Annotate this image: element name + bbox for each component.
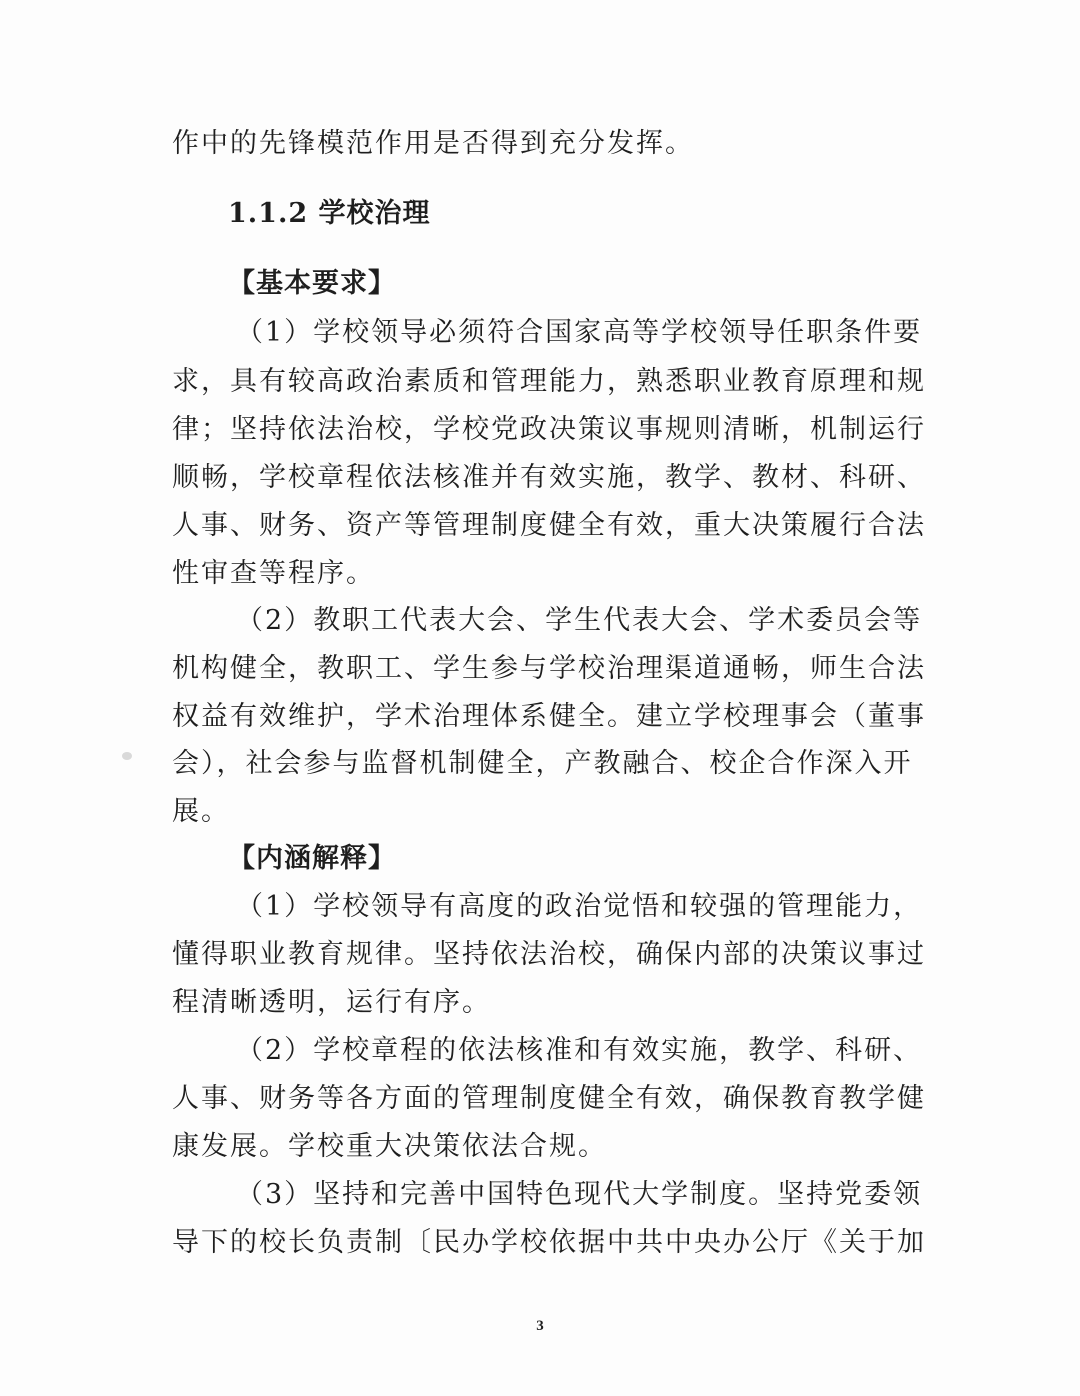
paragraph-line: 康发展。学校重大决策依法合规。 — [172, 1131, 607, 1162]
paragraph-line: （2）教职工代表大会、学生代表大会、学术委员会等 — [236, 605, 923, 636]
subsection-connotation: 【内涵解释】 — [228, 843, 396, 874]
section-heading: 1.1.2 学校治理 — [228, 198, 431, 229]
text-line-continuation: 作中的先锋模范作用是否得到充分发挥。 — [172, 128, 694, 159]
paragraph-line: （1）学校领导必须符合国家高等学校领导任职条件要 — [236, 317, 923, 348]
paragraph-line: 人事、财务等各方面的管理制度健全有效，确保教育教学健 — [172, 1083, 926, 1114]
paragraph-line: 求，具有较高政治素质和管理能力，熟悉职业教育原理和规 — [172, 366, 926, 397]
paragraph-line: 性审查等程序。 — [172, 558, 375, 589]
paragraph-line: 人事、财务、资产等管理制度健全有效，重大决策履行合法 — [172, 510, 926, 541]
paragraph-line: 导下的校长负责制〔民办学校依据中共中央办公厅《关于加 — [172, 1227, 926, 1258]
paragraph-line: 展。 — [172, 796, 230, 827]
paragraph-line: 懂得职业教育规律。坚持依法治校，确保内部的决策议事过 — [172, 939, 926, 970]
paragraph-line: （3）坚持和完善中国特色现代大学制度。坚持党委领 — [236, 1179, 923, 1210]
paragraph-line: 程清晰透明，运行有序。 — [172, 987, 491, 1018]
paragraph-line: 律；坚持依法治校，学校党政决策议事规则清晰，机制运行 — [172, 414, 926, 445]
paragraph-line: 权益有效维护，学术治理体系健全。建立学校理事会（董事 — [172, 701, 926, 732]
paragraph-line: （1）学校领导有高度的政治觉悟和较强的管理能力， — [236, 891, 923, 922]
paragraph-line: 机构健全，教职工、学生参与学校治理渠道通畅，师生合法 — [172, 653, 926, 684]
paragraph-line: 会），社会参与监督机制健全，产教融合、校企合作深入开 — [172, 748, 913, 779]
scan-speck-mark — [122, 752, 132, 760]
page-number: 3 — [536, 1318, 544, 1334]
subsection-basic-requirements: 【基本要求】 — [228, 268, 396, 299]
paragraph-line: （2）学校章程的依法核准和有效实施，教学、科研、 — [236, 1035, 923, 1066]
paragraph-line: 顺畅，学校章程依法核准并有效实施，教学、教材、科研、 — [172, 462, 926, 493]
